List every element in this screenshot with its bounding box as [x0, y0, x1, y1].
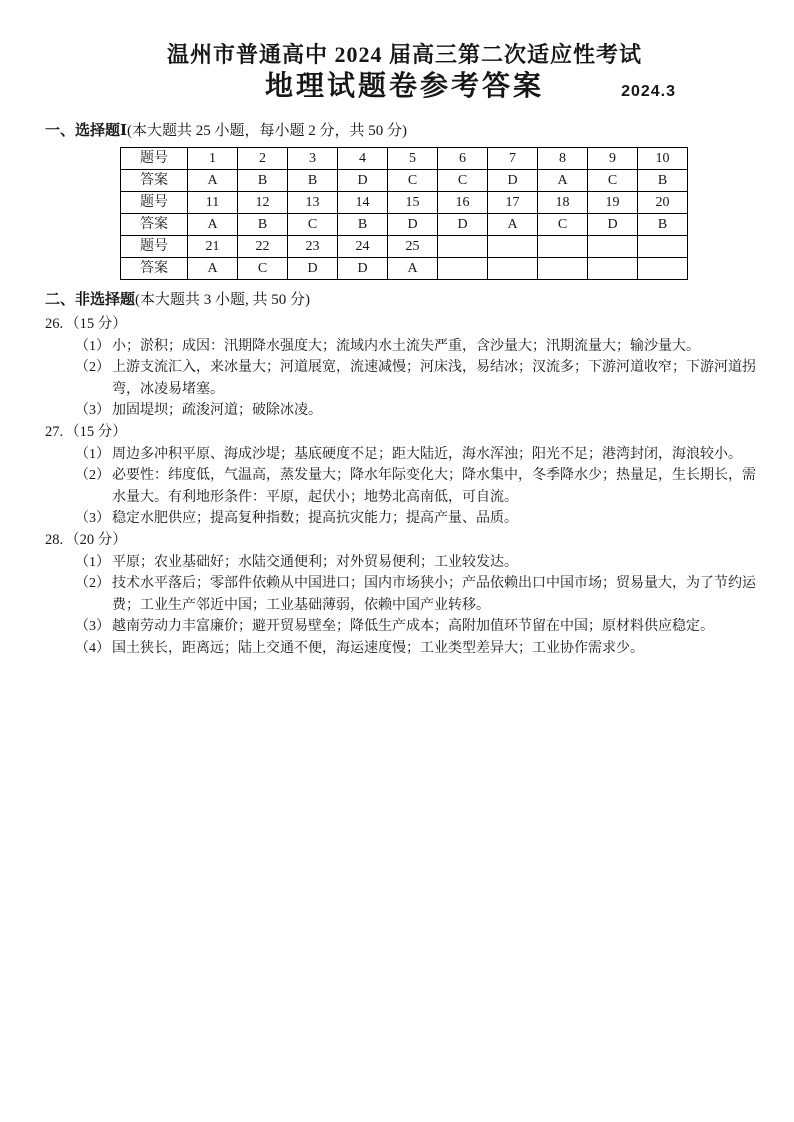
answer-cell: 24: [338, 236, 388, 258]
answer-cell: D: [588, 214, 638, 236]
answer-item: [75, 552, 764, 574]
row-header-cell: 题号: [121, 236, 188, 258]
answer-cell: [438, 258, 488, 280]
question-number-row: [121, 192, 688, 214]
item-label: （4）: [75, 640, 110, 656]
item-label: （1）: [75, 554, 110, 570]
answer-cell: 14: [338, 192, 388, 214]
answer-cell: [638, 258, 688, 280]
answer-cell: A: [188, 170, 238, 192]
answer-cell: C: [538, 214, 588, 236]
exam-title: 温州市普通高中 2024 届高三第二次适应性考试: [166, 42, 642, 67]
answer-cell: 6: [438, 148, 488, 170]
answer-cell: C: [388, 170, 438, 192]
section1-heading: [45, 120, 764, 142]
question-26-number: 26.: [45, 316, 64, 332]
answer-row: [121, 214, 688, 236]
answer-cell: 2: [238, 148, 288, 170]
answer-item: [75, 508, 764, 530]
answer-cell: D: [388, 214, 438, 236]
answer-cell: B: [338, 214, 388, 236]
answer-cell: [588, 236, 638, 258]
answer-cell: 15: [388, 192, 438, 214]
exam-date: 2024.3: [621, 83, 676, 100]
row-header-cell: 答案: [121, 170, 188, 192]
answer-cell: B: [238, 170, 288, 192]
row-header-cell: 答案: [121, 214, 188, 236]
answer-cell: 20: [638, 192, 688, 214]
answer-cell: 13: [288, 192, 338, 214]
item-text: 国土狭长，距离远；陆上交通不便，海运速度慢；工业类型差异大；工业协作需求少。: [112, 640, 644, 656]
answer-cell: B: [638, 170, 688, 192]
question-number-row: [121, 148, 688, 170]
answer-cell: 18: [538, 192, 588, 214]
answer-cell: 23: [288, 236, 338, 258]
item-label: （3）: [75, 403, 110, 419]
answer-item: [75, 336, 764, 358]
answer-cell: D: [488, 170, 538, 192]
question-26-score: （15 分）: [65, 316, 127, 332]
answer-cell: D: [438, 214, 488, 236]
section2-heading-note: (本大题共 3 小题, 共 50 分): [135, 292, 311, 308]
answer-item: [75, 465, 764, 508]
question-27-header: [45, 422, 764, 444]
answer-cell: 17: [488, 192, 538, 214]
answer-cell: 11: [188, 192, 238, 214]
answer-cell: A: [188, 214, 238, 236]
row-header-cell: 题号: [121, 148, 188, 170]
section1-heading-main: 一、选择题Ⅰ: [45, 123, 128, 139]
answer-cell: A: [538, 170, 588, 192]
answer-cell: [588, 258, 638, 280]
row-header-cell: 题号: [121, 192, 188, 214]
answer-item: [75, 573, 764, 616]
answer-cell: [488, 258, 538, 280]
item-label: （1）: [75, 446, 110, 462]
item-text: 技术水平落后；零部件依赖从中国进口；国内市场狭小；产品依赖出口中国市场；贸易量大，为了节约运费；工业生产邻近中国；工业基础薄弱，依赖中国产业转移。: [112, 576, 756, 613]
section2-heading: [45, 289, 764, 311]
answer-cell: B: [638, 214, 688, 236]
answer-item: [75, 400, 764, 422]
multiple-choice-answer-table: [120, 147, 688, 280]
item-text: 必要性：纬度低，气温高，蒸发量大；降水年际变化大；降水集中，冬季降水少；热量足，生长期长，需水量大。有利地形条件：平原，起伏小；地势北高南低，可自流。: [112, 468, 756, 505]
question-28-score: （20 分）: [65, 531, 127, 548]
answer-cell: [538, 236, 588, 258]
answer-cell: 19: [588, 192, 638, 214]
answer-cell: [488, 236, 538, 258]
answer-cell: 9: [588, 148, 638, 170]
answer-cell: C: [438, 170, 488, 192]
answer-cell: D: [338, 170, 388, 192]
subtitle-row: [45, 70, 764, 104]
answer-cell: 10: [638, 148, 688, 170]
item-label: （2）: [75, 468, 110, 484]
answer-cell: C: [238, 258, 288, 280]
question-26: [45, 314, 764, 422]
answer-cell: 12: [238, 192, 288, 214]
answer-cell: [438, 236, 488, 258]
item-text: 周边多冲积平原、海成沙堤；基底硬度不足；距大陆近，海水浑浊；阳光不足；港湾封闭，海浪较小。: [112, 446, 742, 462]
answer-cell: 3: [288, 148, 338, 170]
answer-cell: A: [488, 214, 538, 236]
answer-cell: 7: [488, 148, 538, 170]
answer-cell: D: [288, 258, 338, 280]
answer-cell: A: [188, 258, 238, 280]
question-26-header: [45, 314, 764, 336]
item-text: 稳定水肥供应；提高复种指数；提高抗灾能力；提高产量、品质。: [112, 511, 518, 527]
item-text: 上游支流汇入，来冰量大；河道展宽，流速减慢；河床浅，易结冰；汊流多；下游河道收窄；下游河道拐弯，冰凌易堵塞。: [112, 360, 756, 397]
answer-cell: C: [588, 170, 638, 192]
item-text: 小；淤积；成因：汛期降水强度大；流域内水土流失严重，含沙量大；汛期流量大；输沙量大。: [112, 338, 700, 354]
answer-row: [121, 170, 688, 192]
section2-heading-main: 二、非选择题: [45, 292, 136, 308]
answer-item: [75, 357, 764, 400]
free-response-answers: [45, 314, 764, 660]
question-number-row: [121, 236, 688, 258]
answer-cell: A: [388, 258, 438, 280]
row-header-cell: 答案: [121, 258, 188, 280]
answer-cell: [538, 258, 588, 280]
answer-cell: [638, 236, 688, 258]
item-label: （3）: [75, 511, 110, 527]
answer-cell: 22: [238, 236, 288, 258]
item-text: 加固堤坝；疏浚河道；破除冰凌。: [112, 403, 322, 419]
item-label: （2）: [75, 360, 110, 376]
answer-cell: C: [288, 214, 338, 236]
paper-subtitle: 地理试题卷参考答案: [264, 71, 544, 102]
answer-cell: D: [338, 258, 388, 280]
answer-item: [75, 444, 764, 466]
answer-item: [75, 616, 764, 638]
answer-cell: 16: [438, 192, 488, 214]
item-text: 平原；农业基础好；水陆交通便利；对外贸易便利；工业较发达。: [112, 554, 518, 570]
answer-cell: 8: [538, 148, 588, 170]
answer-cell: 5: [388, 148, 438, 170]
answer-row: [121, 258, 688, 280]
item-label: （1）: [75, 338, 110, 354]
item-label: （3）: [75, 619, 110, 635]
answer-item: [75, 638, 764, 660]
answer-cell: B: [288, 170, 338, 192]
answer-cell: 1: [188, 148, 238, 170]
question-28-number: 28.: [45, 531, 64, 548]
answer-cell: 21: [188, 236, 238, 258]
question-28: [45, 530, 764, 660]
answer-cell: B: [238, 214, 288, 236]
answer-cell: 4: [338, 148, 388, 170]
section1-heading-note: (本大题共 25 小题，每小题 2 分，共 50 分): [127, 123, 408, 139]
question-27-number: 27.: [45, 423, 64, 440]
question-27: [45, 422, 764, 530]
question-27-score: （15 分）: [65, 423, 127, 440]
item-text: 越南劳动力丰富廉价；避开贸易壁垒；降低生产成本；高附加值环节留在中国；原材料供应稳定。: [112, 619, 714, 635]
item-label: （2）: [75, 576, 110, 592]
answer-table-body: [121, 148, 688, 280]
question-28-header: [45, 530, 764, 552]
answer-cell: 25: [388, 236, 438, 258]
